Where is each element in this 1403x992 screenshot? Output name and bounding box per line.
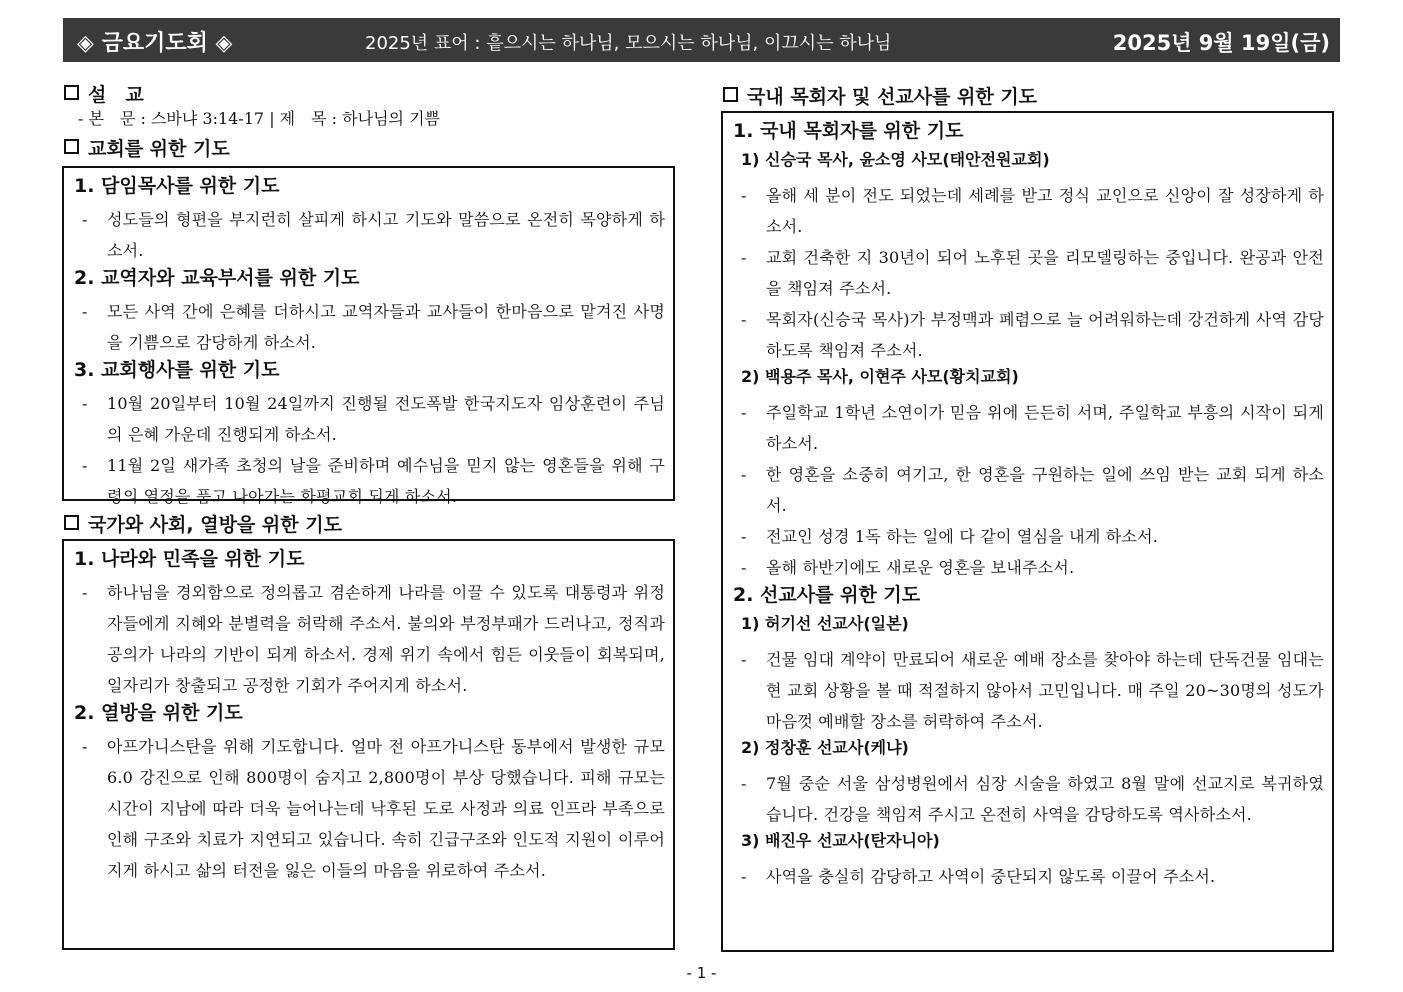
church-title-text: 교회를 위한 기도	[88, 138, 230, 160]
pastor-heading: 2) 백용주 목사, 이현주 사모(황치교회)	[741, 367, 1019, 386]
checkbox-square-icon	[64, 85, 79, 100]
church-group-heading: 1. 담임목사를 위한 기도	[74, 175, 280, 197]
prayer-item: - 사역을 충실히 감당하고 사역이 중단되지 않도록 이끌어 주소서.	[741, 867, 1216, 886]
nation-prayer-box	[62, 539, 675, 950]
missions-group-heading: 2. 선교사를 위한 기도	[733, 584, 921, 606]
checkbox-square-icon	[723, 87, 738, 102]
missions-group-heading: 1. 국내 목회자를 위한 기도	[733, 120, 964, 142]
prayer-item: - 성도들의 형편을 부지런히 살피게 하시고 기도와 말씀으로 온전히 목양하게 하소서.	[82, 210, 665, 260]
missionary-heading: 2) 정창훈 선교사(케냐)	[741, 738, 909, 757]
sermon-title-text: 설 교	[88, 84, 144, 106]
church-group-heading: 2. 교역자와 교육부서를 위한 기도	[74, 267, 360, 289]
church-section-title	[64, 137, 230, 161]
prayer-item: - 아프가니스탄을 위해 기도합니다. 얼마 전 아프가니스탄 동부에서 발생한 규모 6.0 강진으로 인해 800명이 숨지고 2,800명이 부상 당했습니다. 피해 규모는 시간이 지남에 따라 더욱 늘어나는데 낙후된 도로 사정과 의료 인프라 부족으로 인해 구조와 치료가 지연되고 있습니다. 속히 긴급구조와 인도적 지원이 이루어지게 하시고 삶의 터전을 잃은 이들의 마음을 위로하여 주소서.	[82, 737, 665, 880]
nation-section-title	[64, 513, 342, 537]
header-title: ◈ 금요기도회 ◈	[77, 31, 233, 56]
prayer-item: - 올해 하반기에도 새로운 영혼을 보내주소서.	[741, 558, 1075, 577]
prayer-item: - 11월 2일 새가족 초청의 날을 준비하며 예수님을 믿지 않는 영혼들을 위해 구령의 열정을 품고 나아가는 화평교회 되게 하소서.	[82, 456, 665, 506]
checkbox-square-icon	[64, 139, 79, 154]
page-number: - 1 -	[686, 964, 717, 982]
sermon-section-title	[64, 83, 144, 107]
missionary-heading: 1) 허기선 선교사(일본)	[741, 614, 909, 633]
prayer-item: - 하나님을 경외함으로 정의롭고 겸손하게 나라를 이끌 수 있도록 대통령과 위정자들에게 지혜와 분별력을 허락해 주소서. 불의와 부정부패가 드러나고, 정직과 공의가 나라의 기반이 되게 하소서. 경제 위기 속에서 힘든 이웃들이 회복되며, 일자리가 창출되고 공정한 기회가 주어지게 하소서.	[82, 583, 665, 695]
prayer-item: - 주일학교 1학년 소연이가 믿음 위에 든든히 서며, 주일학교 부흥의 시작이 되게 하소서.	[741, 403, 1324, 453]
prayer-item: - 목회자(신승국 목사)가 부정맥과 폐렴으로 늘 어려워하는데 강건하게 사역 감당하도록 책임져 주소서.	[741, 310, 1324, 360]
header-date: 2025년 9월 19일(금)	[1112, 31, 1330, 55]
prayer-item: - 올해 세 분이 전도 되었는데 세례를 받고 정식 교인으로 신앙이 잘 성장하게 하소서.	[741, 186, 1324, 236]
prayer-item: - 교회 건축한 지 30년이 되어 노후된 곳을 리모델링하는 중입니다. 완공과 안전을 책임져 주소서.	[741, 248, 1324, 298]
missions-section-title	[723, 85, 1037, 109]
prayer-item: - 10월 20일부터 10월 24일까지 진행될 전도폭발 한국지도자 임상훈련이 주님의 은혜 가운데 진행되게 하소서.	[82, 394, 665, 444]
nation-group-heading: 1. 나라와 민족을 위한 기도	[74, 548, 305, 570]
prayer-item: - 건물 임대 계약이 만료되어 새로운 예배 장소를 찾아야 하는데 단독건물 임대는 현 교회 상황을 볼 때 적절하지 않아서 고민입니다. 매 주일 20~30명의 성도가 마음껏 예배할 장소를 허락하여 주소서.	[741, 650, 1324, 731]
missions-title-text: 국내 목회자 및 선교사를 위한 기도	[747, 86, 1038, 108]
prayer-item: - 전교인 성경 1독 하는 일에 다 같이 열심을 내게 하소서.	[741, 527, 1159, 546]
nation-title-text: 국가와 사회, 열방을 위한 기도	[88, 514, 342, 536]
church-prayer-box	[62, 166, 675, 506]
missions-prayer-box	[721, 111, 1334, 952]
checkbox-square-icon	[64, 515, 79, 530]
sermon-info: - 본 문 : 스바냐 3:14-17 | 제 목 : 하나님의 기쁨	[78, 109, 440, 128]
prayer-item: - 모든 사역 간에 은혜를 더하시고 교역자들과 교사들이 한마음으로 맡겨진 사명을 기쁨으로 감당하게 하소서.	[82, 302, 665, 352]
prayer-item: - 한 영혼을 소중히 여기고, 한 영혼을 구원하는 일에 쓰임 받는 교회 되게 하소서.	[741, 465, 1324, 515]
pastor-heading: 1) 신승국 목사, 윤소영 사모(태안전원교회)	[741, 150, 1050, 169]
church-group-heading: 3. 교회행사를 위한 기도	[74, 359, 280, 381]
header-motto: 2025년 표어 : 흩으시는 하나님, 모으시는 하나님, 이끄시는 하나님	[365, 33, 892, 54]
missionary-heading: 3) 배진우 선교사(탄자니아)	[741, 831, 940, 850]
header-bar	[63, 18, 1340, 62]
nation-group-heading: 2. 열방을 위한 기도	[74, 702, 243, 724]
prayer-item: - 7월 중순 서울 삼성병원에서 심장 시술을 하였고 8월 말에 선교지로 복귀하였습니다. 건강을 책임져 주시고 온전히 사역을 감당하도록 역사하소서.	[741, 774, 1324, 824]
